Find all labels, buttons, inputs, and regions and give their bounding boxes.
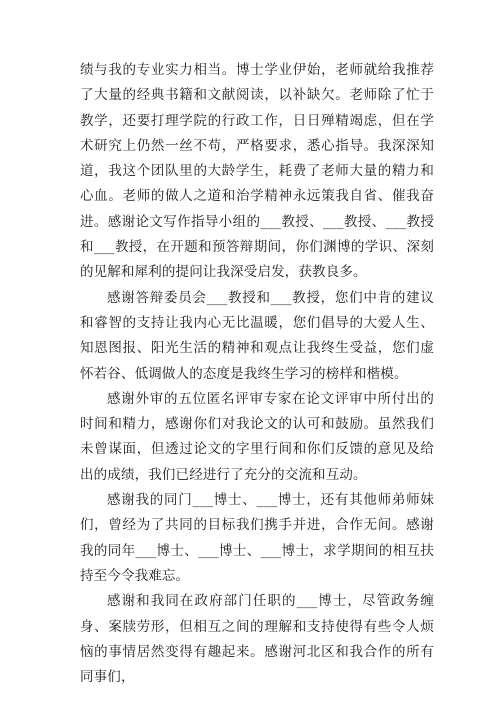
paragraph-classmates: 感谢我的同门___博士、___博士，还有其他师弟师妹们，曾经为了共同的目标我们携手并进，合作无间。感谢我的同年___博士、___博士、___博士，求学期间的相互扶持至今令我难忘。	[80, 492, 434, 584]
paragraph-defense-committee: 感谢答辩委员会___教授和___教授，您们中肯的建议和睿智的支持让我内心无比温暖，您们倡导的大爱人生、知恩图报、阳光生活的精神和观点让我终生受益，您们虚怀若谷、低调做人的态度是我终生学习的榜样和楷模。	[80, 289, 434, 382]
body-text	[80, 58, 434, 690]
paragraph-external-reviewers: 感谢外审的五位匿名评审专家在论文评审中所付出的时间和精力，感谢你们对我论文的认可和鼓励。虽然我们未曾谋面，但透过论文的字里行间和你们反馈的意见及给出的成绩，我们已经进行了充分的交流和互动。	[80, 390, 434, 483]
paragraph-advisor-thanks: 绩与我的专业实力相当。博士学业伊始，老师就给我推荐了大量的经典书籍和文献阅读，以补缺欠。老师除了忙于教学，还要打理学院的行政工作，日日殚精竭虑，但在学术研究上仍然一丝不苟，严格要求，悉心指导。我深深知道，我这个团队里的大龄学生，耗费了老师大量的精力和心血。老师的做人之道和治学精神永远策我自省、催我奋进。感谢论文写作指导小组的___教授、___教授、___教授和___教授，在开题和预答辩期间，你们渊博的学识、深刻的见解和犀利的提问让我深受启发，获教良多。	[80, 62, 434, 281]
paragraph-colleagues: 感谢和我同在政府部门任职的___博士，尽管政务缠身、案牍劳形，但相互之间的理解和支持使得有些令人烦恼的事情居然变得有趣起来。感谢河北区和我合作的所有同事们，	[80, 593, 434, 686]
